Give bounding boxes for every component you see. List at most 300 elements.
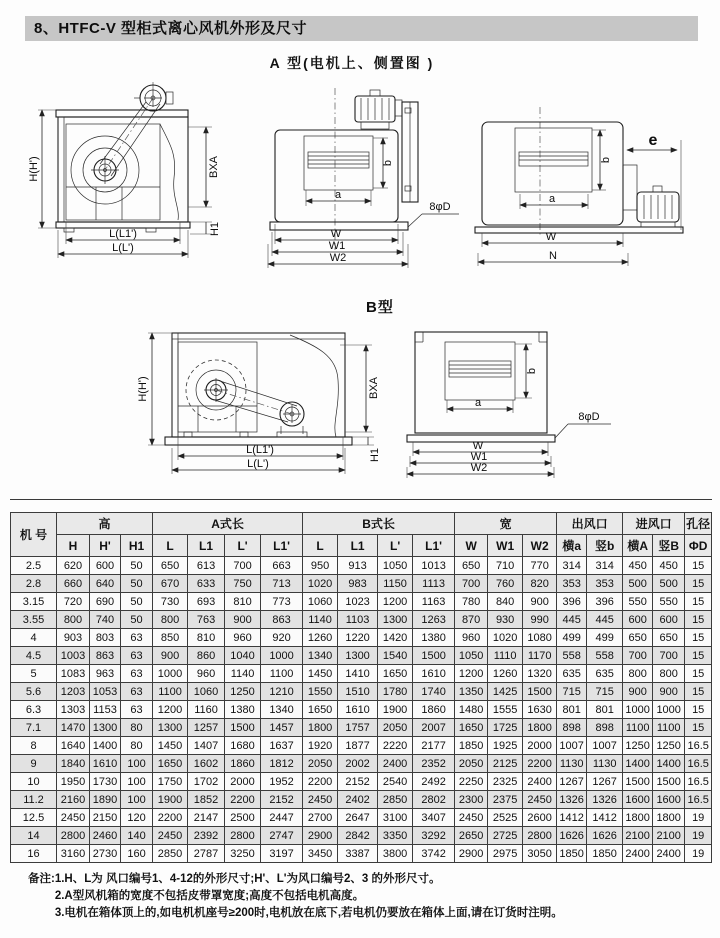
dim-cell: 1850 xyxy=(455,737,488,755)
note-line: 2.A型风机箱的宽度不包括皮带罩宽度;高度不包括电机高度。 xyxy=(54,890,365,902)
dim-cell: 1163 xyxy=(413,593,455,611)
dim-cell: 1000 xyxy=(261,647,303,665)
dim-cell: 600 xyxy=(623,611,653,629)
dim-cell: 396 xyxy=(587,593,623,611)
dim-cell: 2800 xyxy=(523,827,557,845)
dim-cell: 15 xyxy=(685,557,712,575)
dim-label-w: W xyxy=(545,231,557,243)
dim-cell: 2540 xyxy=(378,773,413,791)
dim-cell: 860 xyxy=(188,647,225,665)
dim-cell: 900 xyxy=(153,647,188,665)
dim-cell: 2400 xyxy=(378,755,413,773)
header-col: 横a xyxy=(557,535,587,557)
dim-cell: 1320 xyxy=(523,665,557,683)
dim-cell: 1000 xyxy=(623,701,653,719)
table-header xyxy=(11,513,712,557)
dim-cell: 863 xyxy=(90,647,121,665)
dim-cell: 1626 xyxy=(587,827,623,845)
dim-cell: 1550 xyxy=(303,683,338,701)
dim-cell: 803 xyxy=(90,629,121,647)
dim-cell: 2400 xyxy=(623,845,653,863)
dim-cell: 750 xyxy=(225,575,261,593)
dim-cell: 50 xyxy=(121,611,153,629)
dim-cell: 2392 xyxy=(188,827,225,845)
dim-cell: 1780 xyxy=(378,683,413,701)
dim-cell: 870 xyxy=(455,611,488,629)
dim-label-w2: W2 xyxy=(329,252,347,264)
dim-cell: 1267 xyxy=(587,773,623,791)
header-col: 竖B xyxy=(653,535,685,557)
dim-cell: 15 xyxy=(685,593,712,611)
dim-cell: 550 xyxy=(623,593,653,611)
cabinet-outline xyxy=(56,110,190,232)
dim-cell: 990 xyxy=(523,611,557,629)
dim-cell: 1260 xyxy=(303,629,338,647)
dim-cell: 1053 xyxy=(90,683,121,701)
dim-cell: 660 xyxy=(57,575,90,593)
dim-cell: 2352 xyxy=(413,755,455,773)
dim-cell: 1113 xyxy=(413,575,455,593)
dim-label-bxa: BXA xyxy=(208,155,220,179)
motor-icon xyxy=(211,381,307,437)
dim-cell: 558 xyxy=(557,647,587,665)
dim-cell: 710 xyxy=(488,557,523,575)
dim-cell: 80 xyxy=(121,719,153,737)
dim-cell: 983 xyxy=(338,575,378,593)
dim-cell: 16.5 xyxy=(685,755,712,773)
header-col: H xyxy=(57,535,90,557)
dim-cell: 930 xyxy=(488,611,523,629)
machine-no-cell: 12.5 xyxy=(11,809,57,827)
dim-cell: 1083 xyxy=(57,665,90,683)
dim-cell: 773 xyxy=(261,593,303,611)
dim-cell: 2050 xyxy=(455,755,488,773)
dim-label-e: e xyxy=(648,132,658,149)
dim-cell: 100 xyxy=(121,773,153,791)
dim-cell: 2450 xyxy=(455,809,488,827)
dimensions xyxy=(28,110,221,258)
dim-cell: 120 xyxy=(121,809,153,827)
dim-cell: 2460 xyxy=(90,827,121,845)
dim-cell: 2220 xyxy=(378,737,413,755)
side-panel xyxy=(402,102,418,202)
header-group: 孔径 xyxy=(685,513,712,535)
dim-cell: 2300 xyxy=(455,791,488,809)
dim-cell: 2375 xyxy=(488,791,523,809)
dim-cell: 2200 xyxy=(523,755,557,773)
machine-no-cell: 2.5 xyxy=(11,557,57,575)
dim-cell: 1650 xyxy=(455,719,488,737)
dim-cell: 2177 xyxy=(413,737,455,755)
dim-cell: 920 xyxy=(261,629,303,647)
dim-cell: 15 xyxy=(685,647,712,665)
dim-cell: 1630 xyxy=(523,701,557,719)
dim-cell: 15 xyxy=(685,683,712,701)
dim-cell: 1740 xyxy=(413,683,455,701)
dim-cell: 1610 xyxy=(338,701,378,719)
dim-cell: 1007 xyxy=(557,737,587,755)
dim-cell: 1150 xyxy=(378,575,413,593)
dim-cell: 2000 xyxy=(225,773,261,791)
dim-cell: 1800 xyxy=(653,809,685,827)
dim-cell: 450 xyxy=(623,557,653,575)
dim-cell: 800 xyxy=(623,665,653,683)
dim-cell: 16.5 xyxy=(685,737,712,755)
dim-label-h1: H1 xyxy=(209,221,221,237)
dim-cell: 663 xyxy=(261,557,303,575)
dim-cell: 1480 xyxy=(455,701,488,719)
dim-cell: 1702 xyxy=(188,773,225,791)
dim-cell: 1600 xyxy=(653,791,685,809)
dim-cell: 100 xyxy=(121,755,153,773)
dim-cell: 1725 xyxy=(488,719,523,737)
dim-cell: 2050 xyxy=(303,755,338,773)
dim-cell: 801 xyxy=(587,701,623,719)
dim-cell: 50 xyxy=(121,557,153,575)
dim-cell: 1900 xyxy=(378,701,413,719)
dim-cell: 1510 xyxy=(338,683,378,701)
dim-cell: 800 xyxy=(653,665,685,683)
dim-cell: 2002 xyxy=(338,755,378,773)
dim-cell: 2800 xyxy=(225,827,261,845)
dim-cell: 2725 xyxy=(488,827,523,845)
section-a-title: A 型(电机上、侧置图 ) xyxy=(269,55,435,71)
dim-cell: 2200 xyxy=(303,773,338,791)
dim-cell: 900 xyxy=(623,683,653,701)
dim-cell: 3742 xyxy=(413,845,455,863)
dim-cell: 2525 xyxy=(488,809,523,827)
machine-no-cell: 6.3 xyxy=(11,701,57,719)
dim-cell: 800 xyxy=(153,611,188,629)
dim-label-w1: W1 xyxy=(328,240,346,252)
dim-cell: 100 xyxy=(121,791,153,809)
dim-cell: 903 xyxy=(57,629,90,647)
dim-cell: 963 xyxy=(90,665,121,683)
machine-no-cell: 16 xyxy=(11,845,57,863)
dim-cell: 1203 xyxy=(57,683,90,701)
dim-cell: 50 xyxy=(121,575,153,593)
dim-cell: 2900 xyxy=(303,827,338,845)
dim-cell: 635 xyxy=(587,665,623,683)
dim-cell: 80 xyxy=(121,737,153,755)
dim-cell: 15 xyxy=(685,719,712,737)
dim-cell: 2007 xyxy=(413,719,455,737)
dim-cell: 693 xyxy=(188,593,225,611)
dim-cell: 16.5 xyxy=(685,791,712,809)
dim-cell: 650 xyxy=(623,629,653,647)
table-row xyxy=(11,791,712,809)
machine-no-cell: 5 xyxy=(11,665,57,683)
dim-cell: 1800 xyxy=(623,809,653,827)
dim-cell: 1730 xyxy=(90,773,121,791)
cabinet-outline xyxy=(407,332,555,442)
header-group: B式长 xyxy=(303,513,455,535)
dim-label-w: W xyxy=(330,228,342,240)
dim-cell: 1020 xyxy=(488,629,523,647)
table-row xyxy=(11,809,712,827)
dim-cell: 700 xyxy=(623,647,653,665)
dim-cell: 960 xyxy=(225,629,261,647)
dim-cell: 960 xyxy=(455,629,488,647)
dim-cell: 650 xyxy=(153,557,188,575)
dim-cell: 450 xyxy=(653,557,685,575)
dim-cell: 1950 xyxy=(57,773,90,791)
dim-cell: 314 xyxy=(587,557,623,575)
dim-cell: 1400 xyxy=(90,737,121,755)
table-row xyxy=(11,737,712,755)
dim-cell: 780 xyxy=(455,593,488,611)
dim-cell: 635 xyxy=(557,665,587,683)
dim-cell: 1602 xyxy=(188,755,225,773)
dim-cell: 1250 xyxy=(623,737,653,755)
dim-cell: 2152 xyxy=(261,791,303,809)
header-col: ΦD xyxy=(685,535,712,557)
dim-cell: 3292 xyxy=(413,827,455,845)
header-col: L xyxy=(153,535,188,557)
dim-cell: 1050 xyxy=(378,557,413,575)
dim-cell: 499 xyxy=(587,629,623,647)
header-col: L xyxy=(303,535,338,557)
dim-cell: 1140 xyxy=(303,611,338,629)
header-col: W xyxy=(455,535,488,557)
dim-cell: 1130 xyxy=(587,755,623,773)
dim-cell: 314 xyxy=(557,557,587,575)
dim-cell: 950 xyxy=(303,557,338,575)
dim-cell: 2400 xyxy=(523,773,557,791)
motor-icon xyxy=(637,186,679,227)
diagram-b-front-view xyxy=(137,328,381,478)
dim-cell: 633 xyxy=(188,575,225,593)
dim-cell: 650 xyxy=(455,557,488,575)
dim-cell: 1326 xyxy=(587,791,623,809)
dim-cell: 1450 xyxy=(153,737,188,755)
dim-cell: 1420 xyxy=(378,629,413,647)
dim-cell: 1650 xyxy=(153,755,188,773)
dim-cell: 1500 xyxy=(653,773,685,791)
dim-cell: 690 xyxy=(90,593,121,611)
dim-cell: 760 xyxy=(488,575,523,593)
dim-label-height: H(H') xyxy=(137,376,149,402)
dim-cell: 3450 xyxy=(303,845,338,863)
dim-cell: 1110 xyxy=(488,647,523,665)
dim-cell: 1100 xyxy=(261,665,303,683)
dim-cell: 1263 xyxy=(413,611,455,629)
table-row xyxy=(11,755,712,773)
dim-label-a: a xyxy=(334,189,342,201)
dim-label-w2: W2 xyxy=(470,462,488,474)
dim-label-b: b xyxy=(600,156,612,164)
table-row xyxy=(11,827,712,845)
dim-cell: 2747 xyxy=(261,827,303,845)
machine-no-cell: 14 xyxy=(11,827,57,845)
dimensions xyxy=(407,344,611,478)
dim-label-a: a xyxy=(548,193,556,205)
dim-label-n: N xyxy=(549,250,557,262)
dim-cell: 2500 xyxy=(225,809,261,827)
dim-cell: 1650 xyxy=(303,701,338,719)
dim-label-holes: 8φD xyxy=(429,201,451,213)
dim-cell: 770 xyxy=(523,557,557,575)
dim-cell: 700 xyxy=(225,557,261,575)
dim-cell: 1050 xyxy=(455,647,488,665)
dim-cell: 2450 xyxy=(57,809,90,827)
dim-cell: 1007 xyxy=(587,737,623,755)
dim-label-b: b xyxy=(526,367,538,375)
dim-label-w: W xyxy=(472,440,484,452)
dim-label-l-outer: L(L') xyxy=(112,242,134,254)
dim-cell: 1140 xyxy=(225,665,261,683)
dim-cell: 2000 xyxy=(523,737,557,755)
dim-cell: 445 xyxy=(587,611,623,629)
dim-label-a: a xyxy=(474,397,482,409)
dim-cell: 1600 xyxy=(623,791,653,809)
machine-no-cell: 5.6 xyxy=(11,683,57,701)
dim-cell: 550 xyxy=(653,593,685,611)
dim-cell: 2400 xyxy=(653,845,685,863)
dim-cell: 2787 xyxy=(188,845,225,863)
dim-cell: 1800 xyxy=(523,719,557,737)
dim-cell: 840 xyxy=(488,593,523,611)
diagram-a-motor-side-view xyxy=(465,95,715,270)
dim-cell: 720 xyxy=(57,593,90,611)
fan-impeller-icon xyxy=(71,98,160,204)
dim-cell: 900 xyxy=(523,593,557,611)
section-b-title: B型 xyxy=(366,299,394,316)
header-col: H' xyxy=(90,535,121,557)
dim-cell: 700 xyxy=(455,575,488,593)
machine-no-cell: 10 xyxy=(11,773,57,791)
machine-no-cell: 11.2 xyxy=(11,791,57,809)
notes xyxy=(28,871,563,922)
header-group: 出风口 xyxy=(557,513,623,535)
dim-cell: 1457 xyxy=(261,719,303,737)
dim-cell: 1200 xyxy=(455,665,488,683)
dim-cell: 1750 xyxy=(153,773,188,791)
machine-no-cell: 3.15 xyxy=(11,593,57,611)
dim-cell: 1300 xyxy=(378,611,413,629)
table-row xyxy=(11,683,712,701)
dim-cell: 1850 xyxy=(587,845,623,863)
diagram-a-motor-top-view xyxy=(262,88,462,273)
dim-cell: 2125 xyxy=(488,755,523,773)
dim-cell: 2975 xyxy=(488,845,523,863)
header-group: 进风口 xyxy=(623,513,685,535)
dim-cell: 715 xyxy=(557,683,587,701)
dim-cell: 1220 xyxy=(338,629,378,647)
dim-cell: 715 xyxy=(587,683,623,701)
dim-cell: 613 xyxy=(188,557,225,575)
dim-cell: 1757 xyxy=(338,719,378,737)
table-body xyxy=(11,557,712,863)
diagram-b-side-view xyxy=(405,312,635,482)
table-row xyxy=(11,557,712,575)
machine-no-cell: 8 xyxy=(11,737,57,755)
dim-cell: 850 xyxy=(153,629,188,647)
dim-cell: 2152 xyxy=(338,773,378,791)
dim-cell: 2150 xyxy=(90,809,121,827)
dim-cell: 1130 xyxy=(557,755,587,773)
dim-cell: 63 xyxy=(121,683,153,701)
dim-label-w1: W1 xyxy=(470,451,488,463)
dim-label-holes: 8φD xyxy=(578,411,600,423)
note-line: 1.H、L为 风口编号1、4-12的外形尺寸;H'、L'为风口编号2、3 的外形尺寸。 xyxy=(54,873,441,885)
dimensions-table-wrap xyxy=(10,499,712,863)
dim-cell: 1410 xyxy=(338,665,378,683)
dim-cell: 1470 xyxy=(57,719,90,737)
dim-cell: 3800 xyxy=(378,845,413,863)
dim-cell: 1407 xyxy=(188,737,225,755)
dim-cell: 1200 xyxy=(153,701,188,719)
table-row xyxy=(11,773,712,791)
note-line: 3.电机在箱体顶上的,如电机机座号≥200时,电机放在底下,若电机仍要放在箱体上面,请在订货时注明。 xyxy=(54,907,563,919)
dim-cell: 2402 xyxy=(338,791,378,809)
dim-cell: 1326 xyxy=(557,791,587,809)
dim-cell: 863 xyxy=(261,611,303,629)
dim-cell: 1610 xyxy=(90,755,121,773)
dim-cell: 19 xyxy=(685,809,712,827)
dim-cell: 2450 xyxy=(523,791,557,809)
header-col: W2 xyxy=(523,535,557,557)
dim-cell: 50 xyxy=(121,593,153,611)
header-col: W1 xyxy=(488,535,523,557)
dim-cell: 3050 xyxy=(523,845,557,863)
dim-cell: 2447 xyxy=(261,809,303,827)
dim-cell: 1210 xyxy=(261,683,303,701)
header-machine-no: 机 号 xyxy=(11,513,57,557)
dim-cell: 2050 xyxy=(378,719,413,737)
dim-cell: 1890 xyxy=(90,791,121,809)
page-title: 8、HTFC-V 型柜式离心风机外形及尺寸 xyxy=(25,16,698,41)
dim-cell: 1350 xyxy=(455,683,488,701)
dim-cell: 1250 xyxy=(653,737,685,755)
dim-cell: 898 xyxy=(557,719,587,737)
dim-cell: 1040 xyxy=(225,647,261,665)
dim-cell: 1020 xyxy=(303,575,338,593)
dim-cell: 820 xyxy=(523,575,557,593)
dim-cell: 2650 xyxy=(455,827,488,845)
dim-cell: 1400 xyxy=(623,755,653,773)
dim-cell: 1400 xyxy=(653,755,685,773)
cabinet-outline xyxy=(270,130,408,230)
header-col: L1' xyxy=(413,535,455,557)
dim-label-l-inner: L(L1') xyxy=(246,444,274,456)
dim-cell: 1100 xyxy=(623,719,653,737)
dim-cell: 1555 xyxy=(488,701,523,719)
table-row xyxy=(11,629,712,647)
header-col: L' xyxy=(378,535,413,557)
dim-cell: 1103 xyxy=(338,611,378,629)
dim-cell: 2200 xyxy=(153,809,188,827)
dim-cell: 3160 xyxy=(57,845,90,863)
dim-cell: 2600 xyxy=(523,809,557,827)
dim-label-bxa: BXA xyxy=(368,376,380,400)
dim-cell: 353 xyxy=(557,575,587,593)
dim-cell: 15 xyxy=(685,629,712,647)
dim-cell: 1500 xyxy=(523,683,557,701)
header-group: 宽 xyxy=(455,513,557,535)
dim-cell: 1500 xyxy=(225,719,261,737)
dim-cell: 1850 xyxy=(557,845,587,863)
dim-cell: 913 xyxy=(338,557,378,575)
dim-cell: 1800 xyxy=(303,719,338,737)
dim-cell: 1412 xyxy=(587,809,623,827)
dim-cell: 2450 xyxy=(303,791,338,809)
notes-body xyxy=(55,871,563,922)
dim-cell: 19 xyxy=(685,827,712,845)
dim-cell: 650 xyxy=(653,629,685,647)
dim-cell: 2200 xyxy=(225,791,261,809)
dim-cell: 445 xyxy=(557,611,587,629)
